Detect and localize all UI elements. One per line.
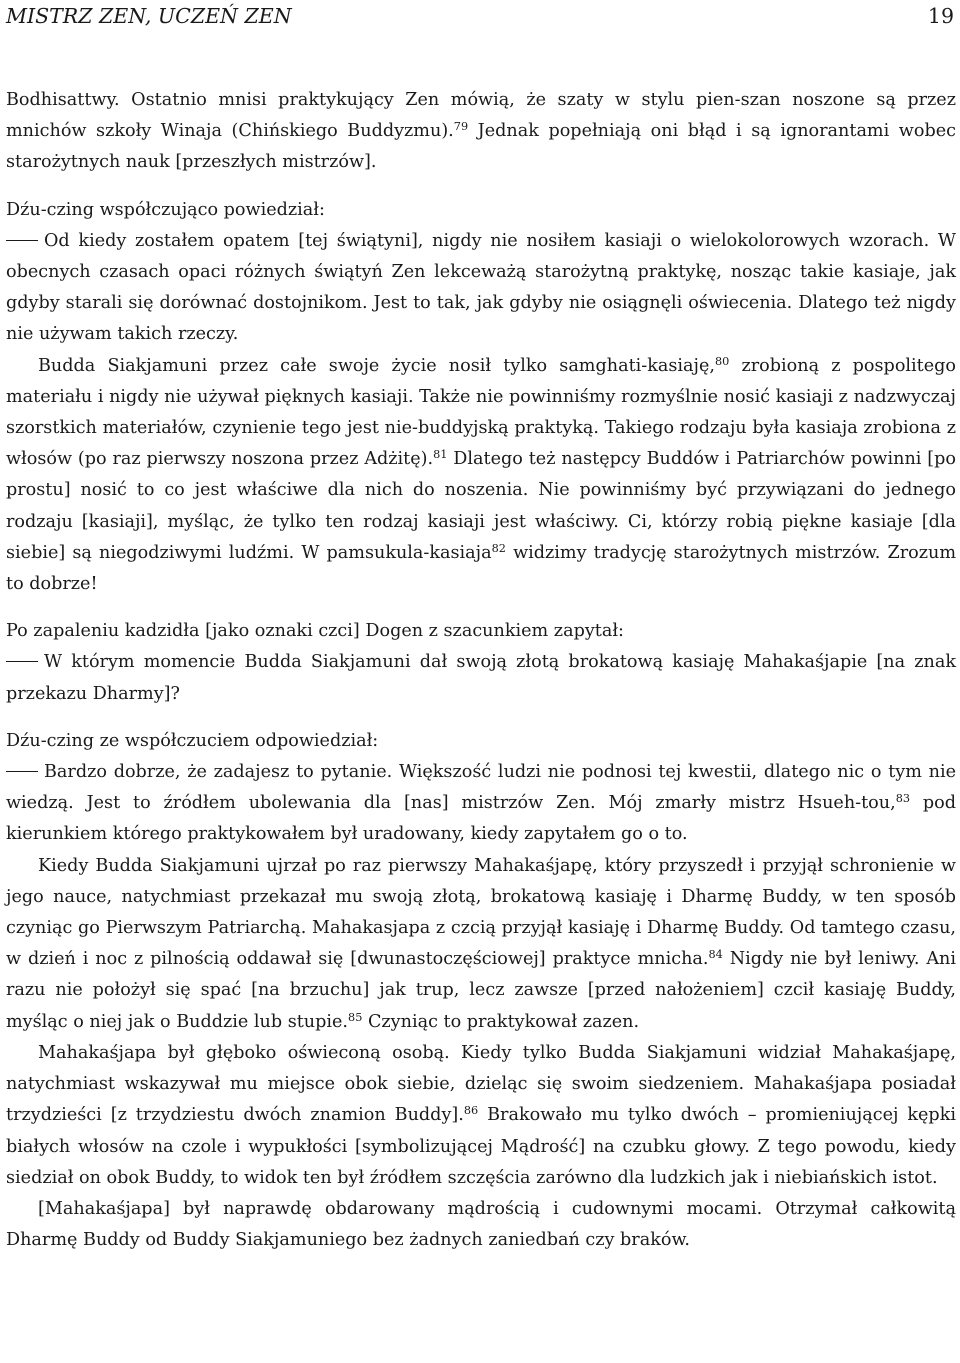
paragraph-3: [6, 226, 956, 351]
text-run: Dlatego też następcy Buddów i Patriarchów powinni [po prostu] nosić to co jest właściwe dla nich do noszenia. Nie powinniśmy być przywiązani do jednego rodzaju [kasiaji], myśląc, że tylko ten rodzaj kasiaji jest właściwy. Ci, którzy robią piękne kasiaje [dla siebie] są niegodziwymi ludźmi. W pamsukula-kasiaja: [6, 449, 956, 563]
paragraph-1: [6, 85, 956, 179]
footnote-ref-85: 85: [348, 1010, 363, 1024]
text-run: Budda Siakjamuni przez całe swoje życie nosił tylko samghati-kasiaję,: [38, 355, 715, 376]
em-dash: [6, 661, 38, 662]
text-run: Mahakaśjapa był głęboko oświeconą osobą. Kiedy tylko Budda Siakjamuni widział Mahakaśjapę, natychmiast wskazywał mu miejsce obok siebie, dzieląc się swoim siedzeniem. Mahakaśjapa posiadał trzydzieści [z trzydziestu dwóch znamion Buddy].: [6, 1042, 956, 1126]
paragraph-10: [6, 1038, 956, 1194]
text-run: widzimy tradycję starożytnych mistrzów. Zrozum to dobrze!: [6, 542, 956, 595]
paragraph-5: [6, 616, 956, 647]
footnote-ref-84: 84: [708, 948, 723, 962]
paragraph-6: [6, 647, 956, 709]
text-run: Jednak popełniają oni błąd i są ignorantami wobec starożytnych nauk [przeszłych mistrzów].: [6, 121, 956, 173]
page-number: 19: [927, 4, 954, 28]
text-run: Bardzo dobrze, że zadajesz to pytanie. Większość ludzi nie podnosi tej kwestii, dlatego nic o tym nie wiedzą. Jest to źródłem ubolewania dla [nas] mistrzów Zen. Mój zmarły mistrz Hsueh-tou,: [6, 762, 956, 814]
paragraph-7: [6, 726, 956, 757]
em-dash: [6, 771, 38, 772]
running-title: MISTRZ ZEN, UCZEŃ ZEN: [6, 4, 292, 28]
footnote-ref-80: 80: [714, 354, 730, 368]
footnote-ref-83: 83: [895, 792, 911, 806]
text-run: W którym momencie Budda Siakjamuni dał swoją złotą brokatową kasiaję Mahakaśjapie [na znak przekazu Dharmy]?: [6, 652, 956, 704]
document-page: [6, 0, 956, 1363]
footnote-ref-82: 82: [491, 541, 506, 555]
paragraph-11: [6, 1194, 956, 1256]
page-body: [6, 85, 956, 1256]
footnote-ref-79: 79: [453, 120, 469, 134]
page-header: [6, 4, 956, 36]
text-run: Nigdy nie był leniwy. Ani razu nie położył się spać [na brzuchu] jak trup, lecz zawsze [przed nałożeniem] czcił kasiaję Buddy, myśląc o niej jak o Buddzie lub stupie.: [6, 949, 956, 1032]
em-dash: [6, 240, 38, 241]
text-run: pod kierunkiem którego praktykowałem był uradowany, kiedy zapytałem go o to.: [6, 793, 956, 845]
text-run: Czyniąc to praktykował zazen.: [362, 1011, 640, 1032]
paragraph-9: [6, 851, 956, 1038]
footnote-ref-86: 86: [463, 1104, 479, 1118]
text-run: Kiedy Budda Siakjamuni ujrzał po raz pierwszy Mahakaśjapę, który przyszedł i przyjął schronienie w jego nauce, natychmiast przekazał mu swoją złotą, brokatową kasiaję i Dharmę Buddy, w ten sposób czyniąc go Pierwszym Patriarchą. Mahakasjapa z czcią przyjął kasiaję i Dharmę Buddy. Od tamtego czasu, w dzień i noc z pilnością oddawał się [dwunastoczęściowej] praktyce mnicha.: [6, 855, 956, 970]
text-run: [Mahakaśjapa] był naprawdę obdarowany mądrością i cudownymi mocami. Otrzymał całkowitą Dharmę Buddy od Buddy Siakjamuniego bez żadnych zaniedbań czy braków.: [6, 1198, 956, 1251]
speaker-line: Dźu-czing współczująco powiedział:: [6, 199, 325, 220]
footnote-ref-81: 81: [433, 448, 448, 462]
text-run: zrobioną z pospolitego materiału i nigdy nie używał pięknych kasiaji. Także nie powinniśmy rozmyślnie nosić kasiaji z nadzwyczaj szorstkich materiałów, czynienie tego jest nie-buddyjską praktyką. Takiego rodzaju była kasiaja zrobiona z włosów (po raz pierwszy noszona przez Adżitę).: [6, 355, 956, 470]
paragraph-8: [6, 757, 956, 851]
text-run: Brakowało mu tylko dwóch – promieniującej kępki białych włosów na czole i wypukłości [symbolizującej Mądrość] na czubku głowy. Z tego powodu, kiedy siedział on obok Buddy, to widok ten był źródłem szczęścia zarówno dla ludzkich jak i niebiańskich istot.: [6, 1105, 956, 1188]
speaker-line: Dźu-czing ze współczuciem odpowiedział:: [6, 730, 379, 751]
text-run: Od kiedy zostałem opatem [tej świątyni], nigdy nie nosiłem kasiaji o wielokolorowych wzorach. W obecnych czasach opaci różnych świątyń Zen lekceważą starożytną praktykę, nosząc takie kasiaje, jak gdyby starali się dorównać dostojnikom. Jest to tak, jak gdyby nie osiągnęli oświecenia. Dlatego też nigdy nie używam takich rzeczy.: [6, 230, 956, 345]
paragraph-4: [6, 351, 956, 601]
text-run: Bodhisattwy. Ostatnio mnisi praktykujący Zen mówią, że szaty w stylu pien-szan noszone są przez mnichów szkoły Winaja (Chińskiego Buddyzmu).: [6, 90, 956, 142]
paragraph-2: [6, 195, 956, 226]
speaker-line: Po zapaleniu kadzidła [jako oznaki czci] Dogen z szacunkiem zapytał:: [6, 621, 624, 642]
